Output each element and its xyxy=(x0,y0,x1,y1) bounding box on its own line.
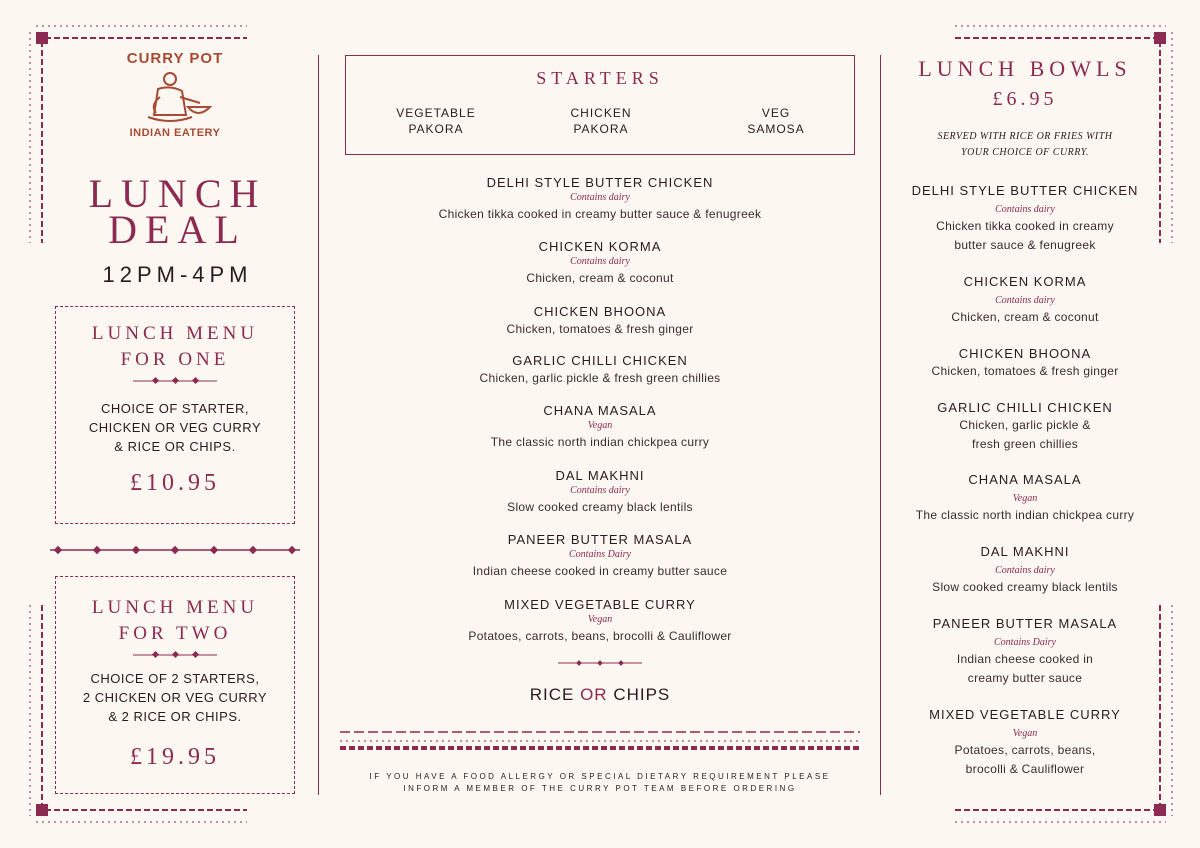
dish-desc-line1: Indian cheese cooked in xyxy=(956,652,1094,666)
dish-desc-line2: brocolli & Cauliflower xyxy=(965,762,1085,776)
dish-tag: Vegan xyxy=(587,614,613,625)
dish-desc-line1: Chicken, cream & coconut xyxy=(951,310,1099,324)
curry-item-chana-masala xyxy=(345,402,855,451)
dish-tag: Contains dairy xyxy=(570,192,630,203)
dish-desc-line2: fresh green chillies xyxy=(971,437,1079,451)
lunch-deal-title-line1: LUNCH xyxy=(88,171,267,216)
chips-label: CHIPS xyxy=(613,685,671,704)
starter-line1: VEG xyxy=(761,106,791,120)
lunch-bowls-title: LUNCH BOWLS xyxy=(918,56,1132,81)
rice-label: RICE xyxy=(529,685,575,704)
dish-tag: Contains dairy xyxy=(995,204,1055,215)
dish-tag: Contains dairy xyxy=(570,256,630,267)
dish-name: PANEER BUTTER MASALA xyxy=(932,616,1118,631)
dish-desc-line2: butter sauce & fenugreek xyxy=(954,238,1096,252)
menu-one-title-line2: FOR ONE xyxy=(120,349,230,370)
dish-desc: Chicken, cream & coconut xyxy=(526,271,674,285)
bowl-item-garlic-chilli-chicken xyxy=(890,399,1160,454)
menu-one-desc-line3: & RICE OR CHIPS. xyxy=(114,439,236,454)
dish-name: CHICKEN BHOONA xyxy=(533,304,667,319)
starter-line2: SAMOSA xyxy=(747,122,805,136)
starter-line2: PAKORA xyxy=(408,122,464,136)
dish-desc-line1: Potatoes, carrots, beans, xyxy=(954,743,1096,757)
starters-box xyxy=(345,55,855,155)
lunch-bowls-price: £6.95 xyxy=(992,88,1058,110)
patterned-border-divider xyxy=(340,726,860,754)
dish-desc: Slow cooked creamy black lentils xyxy=(507,500,693,514)
dish-name: GARLIC CHILLI CHICKEN xyxy=(937,400,1113,415)
dish-tag: Contains dairy xyxy=(995,565,1055,576)
menu-one-price: £10.95 xyxy=(130,470,220,496)
logo-top-text: CURRY POT xyxy=(126,50,224,67)
curry-item-garlic-chilli-chicken xyxy=(345,352,855,387)
menu-one-desc-line2: CHICKEN OR VEG CURRY xyxy=(88,420,262,435)
dish-tag: Vegan xyxy=(1012,493,1038,504)
bowl-item-paneer-butter-masala xyxy=(890,615,1160,688)
curry-item-mixed-vegetable xyxy=(345,596,855,645)
rice-or-chips xyxy=(345,685,855,705)
dish-desc: The classic north indian chickpea curry xyxy=(490,435,710,449)
column-divider-left xyxy=(318,55,319,795)
chef-stirring-pot-icon xyxy=(120,67,230,127)
dish-name: DELHI STYLE BUTTER CHICKEN xyxy=(911,183,1139,198)
bowl-item-chana-masala xyxy=(890,471,1160,525)
starter-veg-samosa xyxy=(711,105,841,137)
curry-item-paneer-butter-masala xyxy=(345,531,855,580)
menu-two-title-line2: FOR TWO xyxy=(118,623,232,644)
starter-line2: PAKORA xyxy=(573,122,629,136)
column-divider-right xyxy=(880,55,881,795)
bowl-item-chicken-bhoona xyxy=(890,345,1160,381)
menu-two-price: £19.95 xyxy=(130,744,220,770)
dish-name: CHANA MASALA xyxy=(543,403,657,418)
menu-two-title-line1: LUNCH MENU xyxy=(91,597,259,618)
lunch-deal-title-line2: DEAL xyxy=(108,207,247,252)
dish-name: DELHI STYLE BUTTER CHICKEN xyxy=(486,175,714,190)
allergy-notice xyxy=(340,771,860,795)
bowl-item-chicken-korma xyxy=(890,273,1160,327)
dish-desc-line2: creamy butter sauce xyxy=(967,671,1083,685)
curry-item-butter-chicken xyxy=(345,174,855,223)
dish-name: CHICKEN BHOONA xyxy=(958,346,1092,361)
dish-desc-line1: Slow cooked creamy black lentils xyxy=(932,580,1118,594)
dish-desc-line1: The classic north indian chickpea curry xyxy=(915,508,1135,522)
dish-tag: Vegan xyxy=(587,420,613,431)
lunch-bowls-note xyxy=(890,129,1160,161)
lunch-menu-for-two-box xyxy=(55,576,295,794)
menu-two-desc-line3: & 2 RICE OR CHIPS. xyxy=(108,709,242,724)
dish-name: MIXED VEGETABLE CURRY xyxy=(504,597,696,612)
dish-desc-line1: Chicken, garlic pickle & xyxy=(959,418,1091,432)
diamond-divider-icon xyxy=(558,656,642,670)
allergy-line2: INFORM A MEMBER OF THE CURRY POT TEAM BEFORE ORDERING xyxy=(403,784,797,793)
lunch-hours: 12PM-4PM xyxy=(102,262,253,287)
diamond-divider-icon xyxy=(133,647,217,663)
curry-item-chicken-korma xyxy=(345,238,855,287)
dish-desc: Potatoes, carrots, beans, brocolli & Cauliflower xyxy=(468,629,732,643)
bowl-item-butter-chicken xyxy=(890,182,1160,255)
lunch-menu-for-one-box xyxy=(55,306,295,524)
logo-bottom-text: INDIAN EATERY xyxy=(129,127,221,139)
dish-name: CHANA MASALA xyxy=(968,472,1082,487)
allergy-line1: IF YOU HAVE A FOOD ALLERGY OR SPECIAL DIETARY REQUIREMENT PLEASE xyxy=(369,772,831,781)
dish-name: MIXED VEGETABLE CURRY xyxy=(929,707,1121,722)
diamond-divider-icon xyxy=(133,373,217,389)
menu-two-desc-line1: CHOICE OF 2 STARTERS, xyxy=(90,671,260,686)
or-label: OR xyxy=(580,685,608,704)
starter-vegetable-pakora xyxy=(371,105,501,137)
dish-desc: Chicken, tomatoes & fresh ginger xyxy=(506,322,694,336)
bowl-item-mixed-vegetable xyxy=(890,706,1160,779)
dish-tag: Contains dairy xyxy=(995,295,1055,306)
curry-item-dal-makhni xyxy=(345,467,855,516)
dish-tag: Contains Dairy xyxy=(569,549,631,560)
dish-name: DAL MAKHNI xyxy=(980,544,1070,559)
dish-desc-line1: Chicken, tomatoes & fresh ginger xyxy=(931,364,1119,378)
note-line1: SERVED WITH RICE OR FRIES WITH xyxy=(937,131,1113,142)
dish-name: PANEER BUTTER MASALA xyxy=(507,532,693,547)
dish-desc: Chicken, garlic pickle & fresh green chillies xyxy=(479,371,721,385)
menu-one-desc-line1: CHOICE OF STARTER, xyxy=(101,401,249,416)
dish-name: GARLIC CHILLI CHICKEN xyxy=(512,353,688,368)
dish-name: DAL MAKHNI xyxy=(555,468,645,483)
starter-chicken-pakora xyxy=(536,105,666,137)
note-line2: YOUR CHOICE OF CURRY. xyxy=(961,147,1089,158)
starter-line1: CHICKEN xyxy=(570,106,632,120)
dish-desc-line1: Chicken tikka cooked in creamy xyxy=(936,219,1114,233)
dish-tag: Contains Dairy xyxy=(994,637,1056,648)
dish-name: CHICKEN KORMA xyxy=(538,239,662,254)
diamond-divider-icon xyxy=(50,543,300,557)
dish-tag: Contains dairy xyxy=(570,485,630,496)
dish-tag: Vegan xyxy=(1012,728,1038,739)
left-column xyxy=(0,0,320,848)
starter-line1: VEGETABLE xyxy=(396,106,476,120)
dish-desc: Chicken tikka cooked in creamy butter sauce & fenugreek xyxy=(438,207,762,221)
menu-two-desc-line2: 2 CHICKEN OR VEG CURRY xyxy=(82,690,268,705)
curry-item-chicken-bhoona xyxy=(345,303,855,338)
logo xyxy=(120,50,230,139)
dish-name: CHICKEN KORMA xyxy=(963,274,1087,289)
menu-one-title-line1: LUNCH MENU xyxy=(91,323,259,344)
bowl-item-dal-makhni xyxy=(890,543,1160,597)
starters-title: STARTERS xyxy=(536,68,664,88)
dish-desc: Indian cheese cooked in creamy butter sauce xyxy=(472,564,728,578)
